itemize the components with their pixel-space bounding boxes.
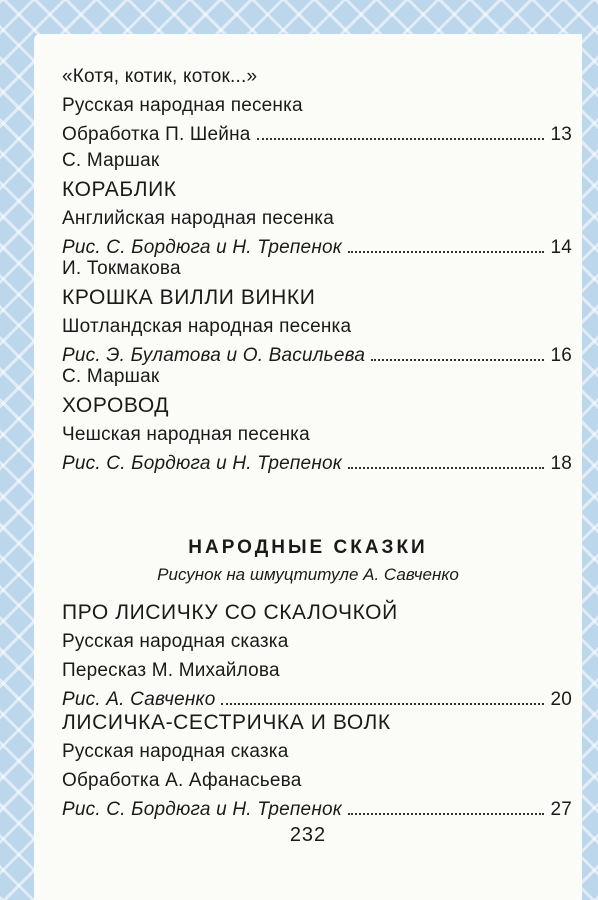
entry-source: Шотландская народная песенка [62, 316, 352, 337]
entry-title: ХОРОВОД [62, 394, 170, 417]
entry-credit-line [62, 795, 572, 824]
entry-credit: Рис. А. Савченко [62, 689, 216, 710]
toc-entry [62, 254, 572, 370]
entry-source: Русская народная сказка [62, 631, 289, 652]
entry-credit: Рис. С. Бордюга и Н. Трепенок [62, 799, 342, 820]
entry-author: И. Токмакова [62, 258, 181, 279]
toc-entry [62, 362, 572, 478]
dot-leader [257, 124, 545, 140]
entry-credit-line [62, 449, 572, 478]
toc-entry [62, 62, 572, 149]
toc-entry [62, 146, 572, 262]
book-page [34, 34, 582, 900]
entry-page-number: 27 [550, 799, 572, 820]
entry-source: Русская народная сказка [62, 741, 289, 762]
entry-author: С. Маршак [62, 150, 160, 171]
entry-page-number: 16 [550, 345, 572, 366]
entry-author: С. Маршак [62, 366, 160, 387]
entry-credit: Обработка П. Шейна [62, 124, 251, 145]
entry-title: ЛИСИЧКА-СЕСТРИЧКА И ВОЛК [62, 711, 391, 734]
toc-entry [62, 708, 572, 824]
dot-leader [348, 453, 545, 469]
entry-page-number: 13 [550, 124, 572, 145]
entry-page-number: 18 [550, 453, 572, 474]
entry-retelling: Пересказ М. Михайлова [62, 660, 280, 681]
entry-retelling: Обработка А. Афанасьева [62, 770, 302, 791]
section-heading [34, 534, 582, 588]
entry-credit: Рис. С. Бордюга и Н. Трепенок [62, 453, 342, 474]
toc-entry [62, 598, 572, 714]
entry-source: Английская народная песенка [62, 208, 334, 229]
dot-leader [371, 345, 544, 361]
entry-credit: Рис. Э. Булатова и О. Васильева [62, 345, 366, 366]
entry-credit: Рис. С. Бордюга и Н. Трепенок [62, 237, 342, 258]
entry-page-number: 20 [550, 689, 572, 710]
entry-source: Чешская народная песенка [62, 424, 310, 445]
entry-page-number: 14 [550, 237, 572, 258]
entry-source: Русская народная песенка [62, 95, 303, 116]
dot-leader [348, 799, 545, 815]
section-subtitle: Рисунок на шмуцтитуле А. Савченко [157, 565, 459, 584]
entry-credit-line [62, 120, 572, 149]
section-title: НАРОДНЫЕ СКАЗКИ [188, 537, 428, 558]
page-number: 232 [289, 824, 327, 846]
entry-title: КРОШКА ВИЛЛИ ВИНКИ [62, 286, 316, 309]
entry-title: «Котя, котик, коток...» [62, 66, 258, 87]
entry-title: ПРО ЛИСИЧКУ СО СКАЛОЧКОЙ [62, 601, 398, 624]
entry-title: КОРАБЛИК [62, 178, 177, 201]
dot-leader [348, 237, 545, 253]
dot-leader [221, 689, 544, 705]
